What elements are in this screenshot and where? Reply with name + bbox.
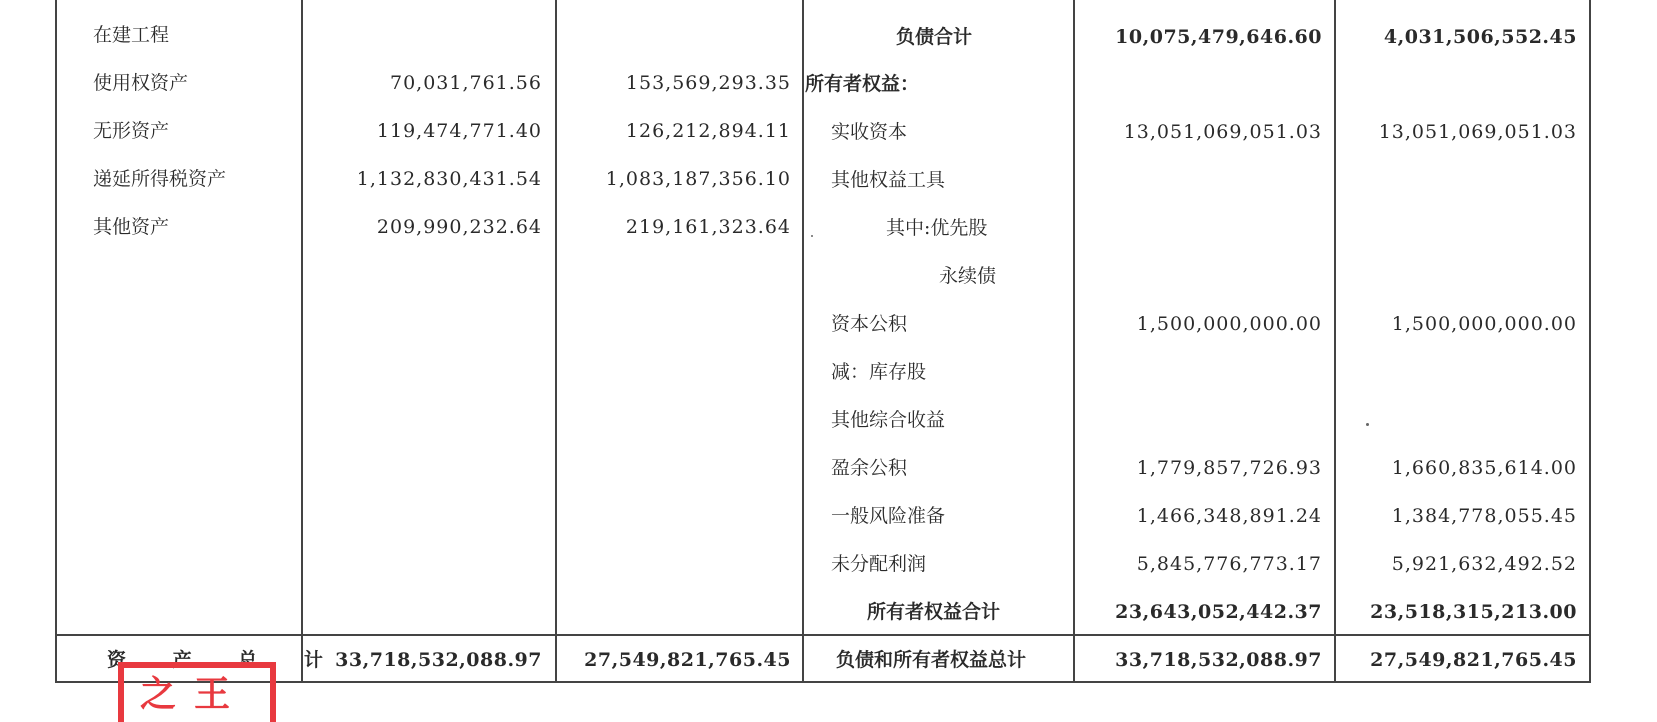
equity-total-prior: 23,518,315,213.00 (1370, 601, 1577, 623)
liability-total-label: 负债合计 (896, 26, 973, 48)
equity-value-current: 1,466,348,891.24 (1136, 505, 1322, 527)
asset-value-prior: 126,212,894.11 (625, 120, 791, 142)
asset-value-prior: 153,569,293.35 (625, 72, 791, 94)
equity-value-prior: 1,384,778,055.45 (1391, 505, 1577, 527)
equity-value-current: 1,779,857,726.93 (1136, 457, 1322, 479)
column-divider (1334, 0, 1336, 683)
equity-section-heading: 所有者权益： (805, 73, 920, 95)
asset-total-label: 资 产 总 计 (107, 649, 343, 671)
equity-label: 盈余公积 (831, 457, 908, 479)
equity-sublabel: 其中:优先股 (886, 217, 988, 239)
equity-total-current: 23,643,052,442.37 (1115, 601, 1322, 623)
liability-total-current: 10,075,479,646.60 (1115, 26, 1322, 48)
asset-total-prior: 27,549,821,765.45 (584, 649, 791, 671)
asset-value-prior: 1,083,187,356.10 (605, 168, 791, 190)
equity-label: 其他权益工具 (831, 169, 946, 191)
asset-value-current: 209,990,232.64 (376, 216, 542, 238)
red-seal-text: 之王 (140, 673, 249, 715)
equity-label: 其他综合收益 (831, 409, 946, 431)
column-divider (555, 0, 557, 683)
equity-label: 减：库存股 (831, 361, 927, 383)
asset-value-current: 119,474,771.40 (376, 120, 542, 142)
asset-label: 其他资产 (93, 216, 170, 238)
equity-value-prior: 13,051,069,051.03 (1378, 121, 1577, 143)
liability-total-prior: 4,031,506,552.45 (1383, 26, 1577, 48)
column-divider (301, 0, 303, 683)
asset-label: 递延所得税资产 (93, 168, 227, 190)
column-divider (802, 0, 804, 683)
equity-value-prior: 5,921,632,492.52 (1391, 553, 1577, 575)
equity-label: 资本公积 (831, 313, 908, 335)
column-divider (1073, 0, 1075, 683)
equity-label: 一般风险准备 (831, 505, 946, 527)
scan-speck (811, 235, 813, 237)
balance-sheet-table (55, 0, 1591, 683)
asset-label: 无形资产 (93, 120, 170, 142)
asset-total-current: 33,718,532,088.97 (335, 649, 542, 671)
equity-sublabel: 永续债 (939, 265, 997, 287)
equity-label: 未分配利润 (831, 553, 927, 575)
asset-value-current: 70,031,761.56 (389, 72, 542, 94)
total-row-divider (55, 634, 1591, 636)
asset-value-prior: 219,161,323.64 (625, 216, 791, 238)
equity-value-current: 1,500,000,000.00 (1136, 313, 1322, 335)
asset-value-current: 1,132,830,431.54 (356, 168, 542, 190)
equity-value-prior: 1,500,000,000.00 (1391, 313, 1577, 335)
equity-value-current: 5,845,776,773.17 (1136, 553, 1322, 575)
equity-value-prior: 1,660,835,614.00 (1391, 457, 1577, 479)
equity-value-current: 13,051,069,051.03 (1123, 121, 1322, 143)
asset-label: 使用权资产 (93, 72, 189, 94)
equity-total-label: 所有者权益合计 (867, 601, 1001, 623)
liabilities-equity-total-prior: 27,549,821,765.45 (1370, 649, 1577, 671)
scan-speck (1366, 423, 1369, 426)
liabilities-equity-total-current: 33,718,532,088.97 (1115, 649, 1322, 671)
liabilities-equity-total-label: 负债和所有者权益总计 (836, 649, 1027, 671)
asset-label: 在建工程 (93, 24, 170, 46)
equity-label: 实收资本 (831, 121, 908, 143)
